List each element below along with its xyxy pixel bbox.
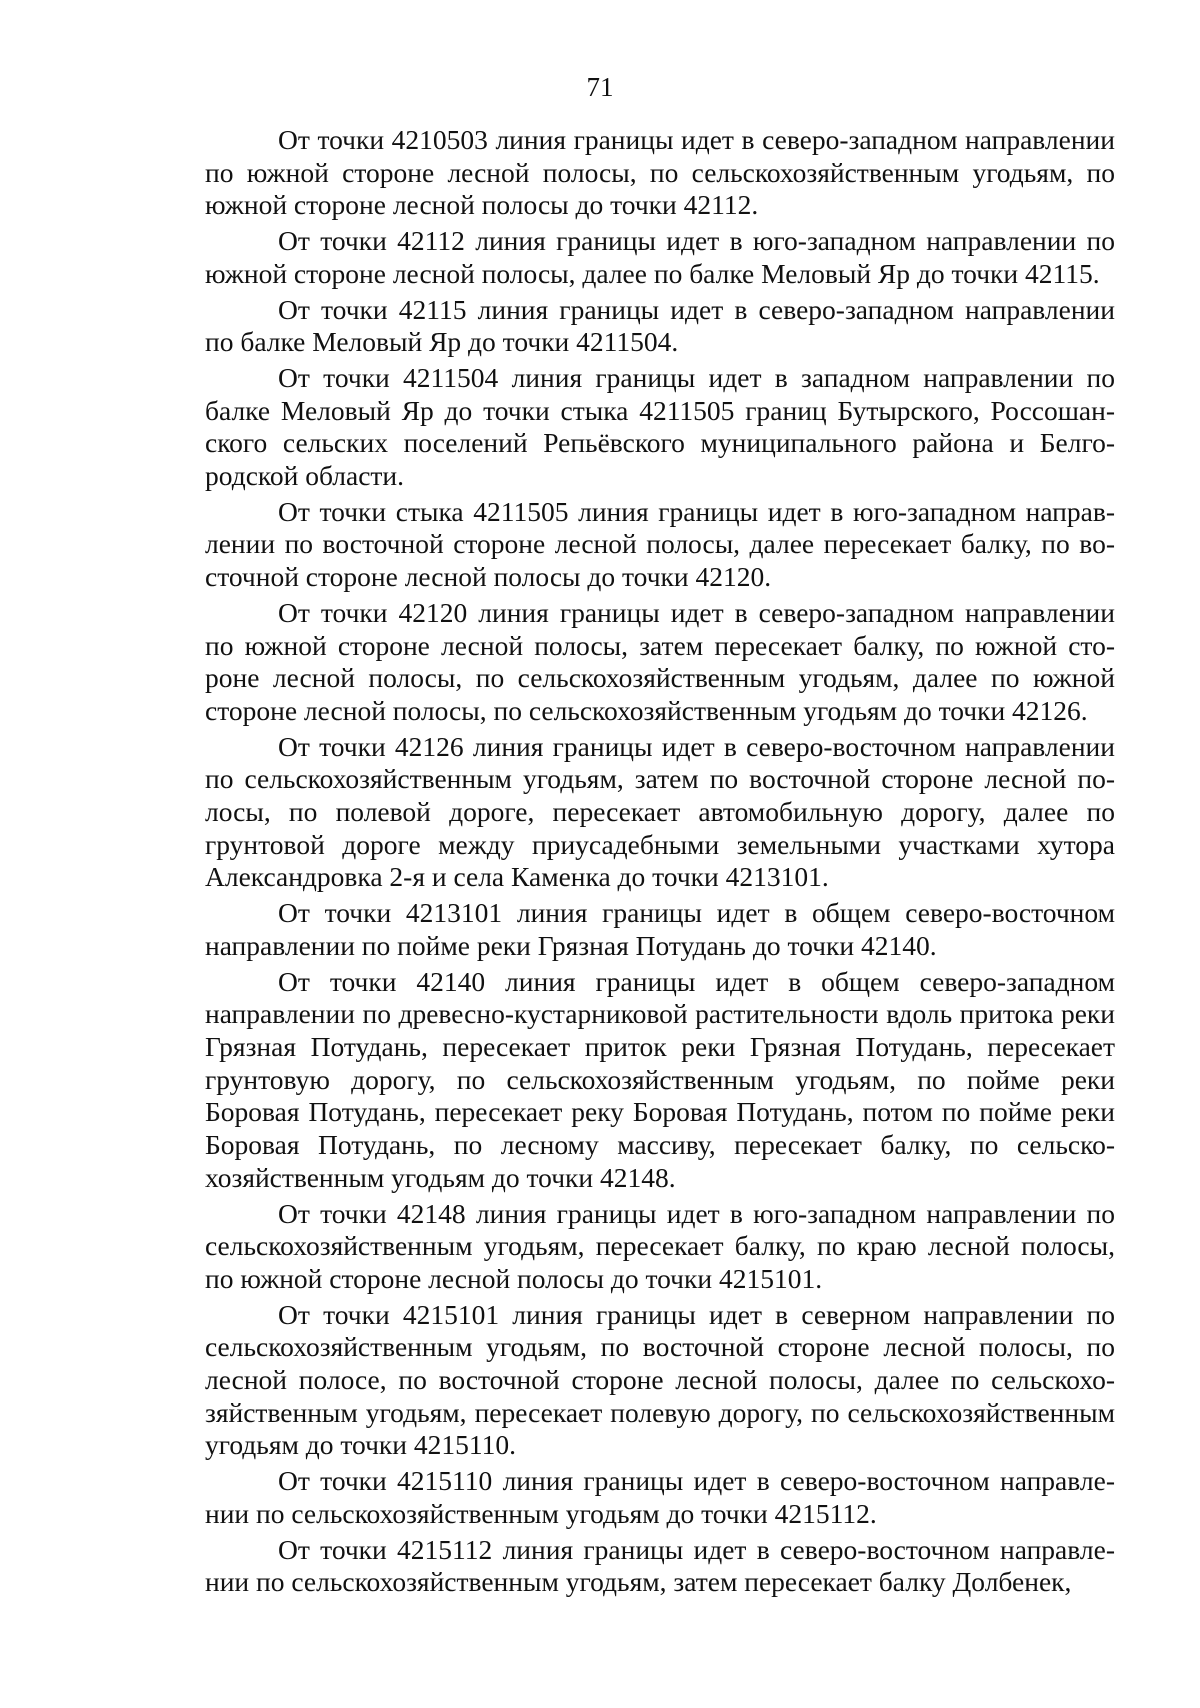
paragraph-5: От точки стыка 4211505 линия границы идет в юго-западном направлении по восточной стороне лесной полосы, далее пересекает балку, по восточной стороне лесной полосы до точки 42120.: [205, 495, 1115, 593]
document-body: [205, 124, 1115, 1602]
paragraph-13: От точки 4215112 линия границы идет в северо-восточном направлении по сельскохозяйственным угодьям, затем пересекает балку Долбенек,: [205, 1533, 1115, 1598]
paragraph-2: От точки 42112 линия границы идет в юго-западном направлении по южной стороне лесной полосы, далее по балке Меловый Яр до точки 42115.: [205, 225, 1115, 289]
paragraph-10: От точки 42148 линия границы идет в юго-западном направлении по сельскохозяйственным угодьям, пересекает балку, по краю лесной полосы, по южной стороне лесной полосы до точки 4215101.: [205, 1197, 1115, 1294]
paragraph-1: От точки 4210503 линия границы идет в северо-западном направлении по южной стороне лесной полосы, по сельскохозяйственным угодьям, по южной стороне лесной полосы до точки 42112.: [205, 124, 1115, 221]
paragraph-8: От точки 4213101 линия границы идет в общем северо-восточном направлении по пойме реки Грязная Потудань до точки 42140.: [205, 897, 1115, 961]
paragraph-7: От точки 42126 линия границы идет в северо-восточном направлении по сельскохозяйственным угодьям, затем по восточной стороне лесной полосы, по полевой дороге, пересекает автомобильную дорогу, далее по грунтовой дороге между приусадебными земельными участками хутора Александровка 2-я и села Каменка до точки 4213101.: [205, 730, 1115, 893]
paragraph-12: От точки 4215110 линия границы идет в северо-восточном направлении по сельскохозяйственным угодьям до точки 4215112.: [205, 1465, 1115, 1529]
page-number: 71: [586, 72, 614, 102]
paragraph-6: От точки 42120 линия границы идет в северо-западном направлении по южной стороне лесной полосы, затем пересекает балку, по южной стороне лесной полосы, по сельскохозяйственным угодьям, далее по южной стороне лесной полосы, по сельскохозяйственным угодьям до точки 42126.: [205, 596, 1115, 726]
paragraph-4: От точки 4211504 линия границы идет в западном направлении по балке Меловый Яр до точки стыка 4211505 границ Бутырского, Россошанского сельских поселений Репьёвского муниципального района и Белгородской области.: [205, 361, 1115, 492]
paragraph-11: От точки 4215101 линия границы идет в северном направлении по сельскохозяйственным угодьям, по восточной стороне лесной полосы, по лесной полосе, по восточной стороне лесной полосы, далее по сельскохозяйственным угодьям, пересекает полевую дорогу, по сельскохозяйственным угодьям до точки 4215110.: [205, 1298, 1115, 1461]
paragraph-3: От точки 42115 линия границы идет в северо-западном направлении по балке Меловый Яр до точки 4211504.: [205, 293, 1115, 358]
paragraph-9: От точки 42140 линия границы идет в общем северо-западном направлении по древесно-кустарниковой растительности вдоль притока реки Грязная Потудань, пересекает приток реки Грязная Потудань, пересекает грунтовую дорогу, по сельскохозяйственным угодьям, по пойме реки Боровая Потудань, пересекает реку Боровая Потудань, потом по пойме реки Боровая Потудань, по лесному массиву, пересекает балку, по сельскохозяйственным угодьям до точки 42148.: [205, 965, 1115, 1193]
